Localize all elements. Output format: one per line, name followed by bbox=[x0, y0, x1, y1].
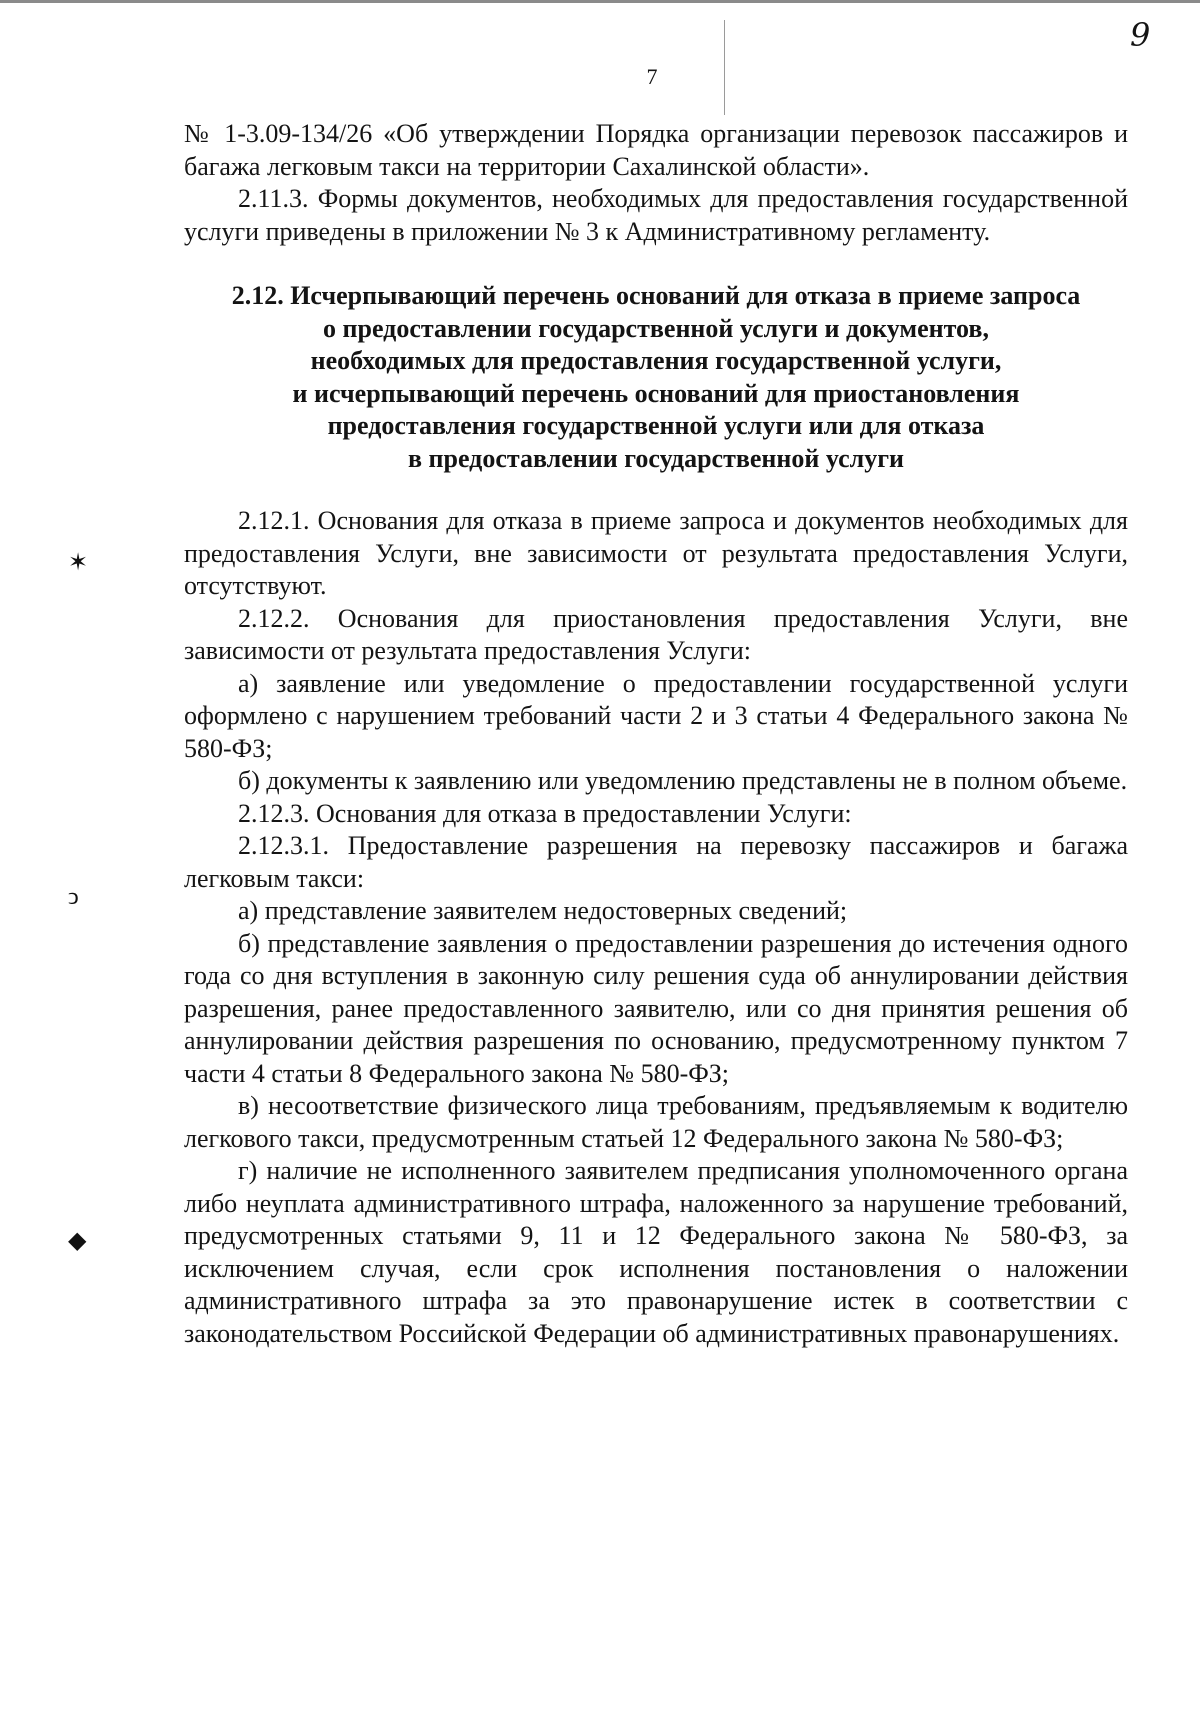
paragraph-2-11-3: 2.11.3. Формы документов, необходимых для предоставления государственной услуги приведены в приложении № 3 к Административному регламенту. bbox=[184, 184, 1128, 246]
paragraph-2-12-3-1: 2.12.3.1. Предоставление разрешения на перевозку пассажиров и багажа легковым такси: bbox=[184, 831, 1128, 893]
margin-mark-1: ✶ bbox=[68, 550, 89, 576]
continuation-paragraph: № 1-3.09-134/26 «Об утверждении Порядка организации перевозок пассажиров и багажа легковым такси на территории Сахалинской области». bbox=[184, 119, 1128, 181]
page-number: 7 bbox=[646, 64, 658, 89]
paragraph-2-12-2-a: а) заявление или уведомление о предоставлении государственной услуги оформлено с нарушением требований части 2 и 3 статьи 4 Федерального закона № 580-ФЗ; bbox=[184, 668, 1128, 763]
paragraph-2-12-3: 2.12.3. Основания для отказа в предоставлении Услуги: bbox=[238, 798, 852, 828]
paragraph-2-12-2: 2.12.2. Основания для приостановления предоставления Услуги, вне зависимости от результата предоставления Услуги: bbox=[184, 603, 1128, 665]
paragraph-2-12-2-b: б) документы к заявлению или уведомлению представлены не в полном объеме. bbox=[238, 766, 1128, 795]
margin-mark-3: ◆ bbox=[68, 1228, 87, 1254]
document-body bbox=[184, 118, 1128, 1350]
paragraph-2-12-3-1-g: г) наличие не исполненного заявителем предписания уполномоченного органа либо неуплата административного штрафа, наложенного за нарушение требований, предусмотренных статьями 9, 11 и 12 Федерального закона № 580-ФЗ, за исключением случая, если срок исполнения постановления о наложении административного штрафа за это правонарушение истек в соответствии с законодательством Российской Федерации об административных правонарушениях. bbox=[184, 1156, 1128, 1348]
margin-mark-2: ↄ bbox=[68, 884, 79, 910]
paragraph-2-12-3-1-v: в) несоответствие физического лица требованиям, предъявляемым к водителю легкового такси, предусмотренным статьей 12 Федерального закона № 580-ФЗ; bbox=[184, 1091, 1128, 1153]
paragraph-2-12-3-1-b: б) представление заявления о предоставлении разрешения до истечения одного года со дня вступления в законную силу решения суда об аннулировании действия разрешения, ранее предоставленного заявителю, или со дня принятия решения об аннулировании действия разрешения по основанию, предусмотренному пунктом 7 части 4 статьи 8 Федерального закона № 580-ФЗ; bbox=[184, 928, 1128, 1088]
scan-edge-line bbox=[0, 0, 1200, 3]
handwritten-sheet-number: 9 bbox=[1130, 16, 1151, 54]
paragraph-2-12-1: 2.12.1. Основания для отказа в приеме запроса и документов необходимых для предоставления Услуги, вне зависимости от результата предоставления Услуги, отсутствуют. bbox=[184, 506, 1128, 600]
section-heading-2-12: 2.12. Исчерпывающий перечень оснований для отказа в приеме запроса о предоставлении государственной услуги и документов, необходимых для предоставления государственной услуги, и исчерпывающий перечень оснований для приостановления предоставления государственной услуги или для отказа в предоставлении государственной услуги bbox=[231, 281, 1081, 473]
paragraph-2-12-3-1-a: а) представление заявителем недостоверных сведений; bbox=[238, 896, 848, 925]
